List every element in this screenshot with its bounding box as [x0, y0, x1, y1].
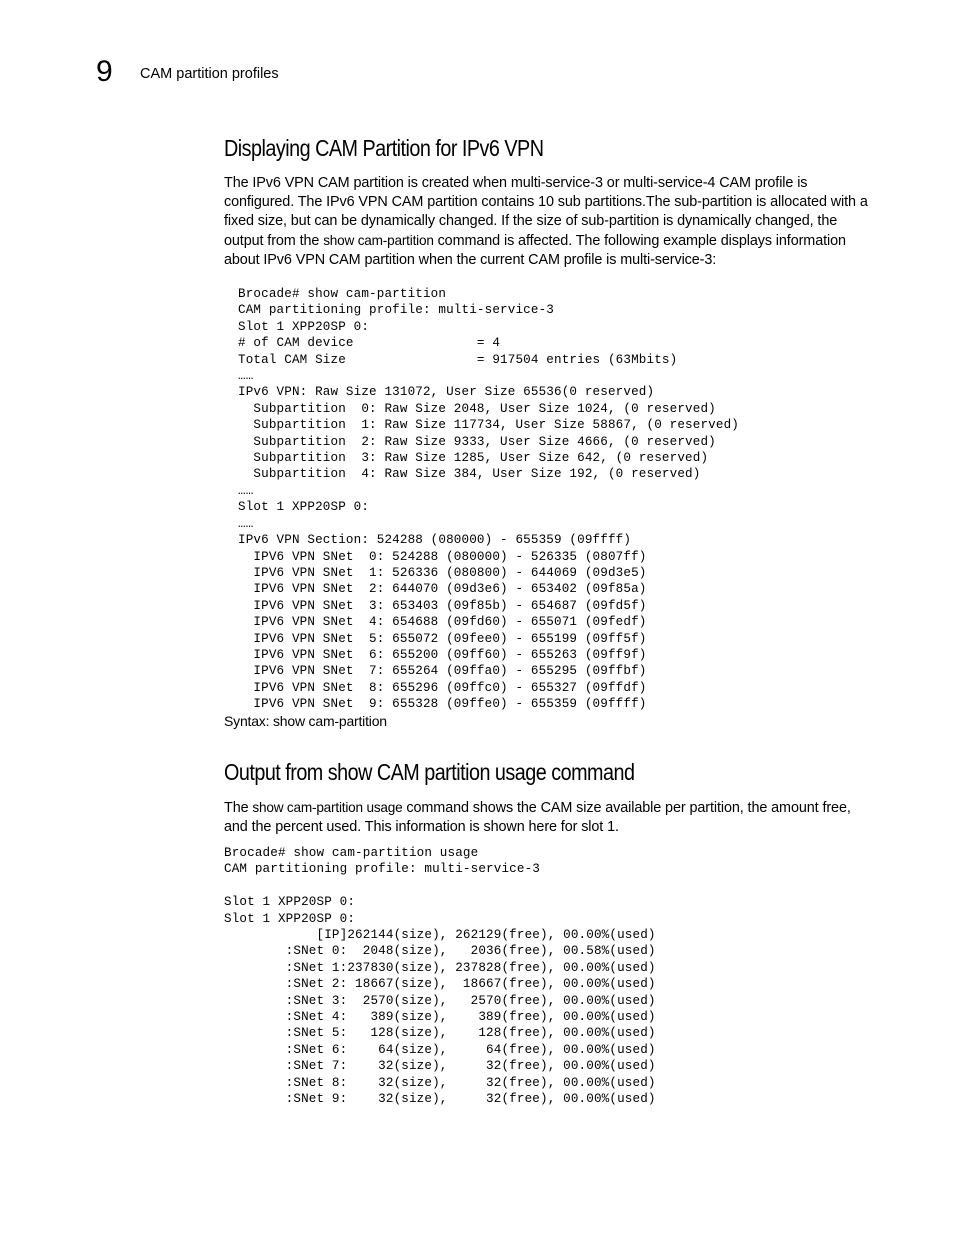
- section-ipv6-vpn-heading-wrap: [224, 133, 874, 163]
- code-block-show-cam-partition-wrap: [238, 286, 898, 713]
- section-ipv6-vpn-paragraph-wrap: [224, 174, 874, 270]
- paragraph-text: command is affected. The following example displays information about IPv6 VPN CAM partition when the current CAM profile is multi-service-3:: [224, 233, 846, 268]
- section-usage-heading-wrap: [224, 757, 874, 787]
- code-block-show-cam-partition-usage: Brocade# show cam-partition usage CAM partitioning profile: multi-service-3 Slot 1 XPP20SP 0: Slot 1 XPP20SP 0: [IP]262144(size), 262129(free), 00.00%(used) :SNet 0: 2048(size), 2036(free), 00.58%(used) :SNet 1:237830(size), 237828(free), 00.00%(used) :SNet 2: 18667(size), 18667(free), 00.00%(used) :SNet 3: 2570(size), 2570(free), 00.00%(used) :SNet 4: 389(size), 389(free), 00.00%(used) :SNet 5: 128(size), 128(free), 00.00%(used) :SNet 6: 64(size), 64(free), 00.00%(used) :SNet 7: 32(size), 32(free), 00.00%(used) :SNet 8: 32(size), 32(free), 00.00%(used) :SNet 9: 32(size), 32(free), 00.00%(used): [224, 846, 656, 1107]
- syntax-line-wrap: [224, 712, 874, 731]
- paragraph-text: The: [224, 800, 253, 816]
- section-usage-paragraph-wrap: [224, 798, 874, 837]
- section-ipv6-vpn-paragraph: [224, 174, 874, 270]
- code-block-show-cam-partition-usage-wrap: [224, 845, 904, 1108]
- inline-command: show cam-partition usage: [252, 800, 403, 815]
- paragraph-text: The IPv6 VPN CAM partition is created when multi-service-3 or multi-service-4 CAM profile is configured. The IPv6 VPN CAM partition contains 10 sub partitions.The sub-partition is allocated with a fixed size, but can be dynamically changed. If the size of sub-partition is dynamically changed, the output from the: [224, 175, 868, 249]
- chapter-title: CAM partition profiles: [140, 66, 279, 82]
- section-usage-paragraph: [224, 798, 874, 837]
- code-block-show-cam-partition: Brocade# show cam-partition CAM partitioning profile: multi-service-3 Slot 1 XPP20SP 0: # of CAM device = 4 Total CAM Size = 917504 entries (63Mbits) …… IPv6 VPN: Raw Size 131072, User Size 65536(0 reserved) Subpartition 0: Raw Size 2048, User Size 1024, (0 reserved) Subpartition 1: Raw Size 117734, User Size 58867, (0 reserved) Subpartition 2: Raw Size 9333, User Size 4666, (0 reserved) Subpartition 3: Raw Size 1285, User Size 642, (0 reserved) Subpartition 4: Raw Size 384, User Size 192, (0 reserved) …… Slot 1 XPP20SP 0: …… IPv6 VPN Section: 524288 (080000) - 655359 (09ffff) IPV6 VPN SNet 0: 524288 (080000) - 526335 (0807ff) IPV6 VPN SNet 1: 526336 (080800) - 644069 (09d3e5) IPV6 VPN SNet 2: 644070 (09d3e6) - 653402 (09f85a) IPV6 VPN SNet 3: 653403 (09f85b) - 654687 (09fd5f) IPV6 VPN SNet 4: 654688 (09fd60) - 655071 (09fedf) IPV6 VPN SNet 5: 655072 (09fee0) - 655199 (09ff5f) IPV6 VPN SNet 6: 655200 (09ff60) - 655263 (09ff9f) IPV6 VPN SNet 7: 655264 (09ffa0) - 655295 (09ffbf) IPV6 VPN SNet 8: 655296 (09ffc0) - 655327 (09ffdf) IPV6 VPN SNet 9: 655328 (09ffe0) - 655359 (09ffff): [238, 287, 739, 712]
- syntax-line: Syntax: show cam-partition: [224, 713, 387, 729]
- section-heading-ipv6-vpn: Displaying CAM Partition for IPv6 VPN: [224, 135, 544, 161]
- chapter-number: 9: [96, 55, 113, 88]
- paragraph-text: command shows the CAM size available per partition, the amount free, and the percent used. This information is shown here for slot 1.: [224, 800, 851, 835]
- inline-command: show cam-partition: [323, 233, 434, 248]
- section-heading-usage: Output from show CAM partition usage command: [224, 759, 635, 785]
